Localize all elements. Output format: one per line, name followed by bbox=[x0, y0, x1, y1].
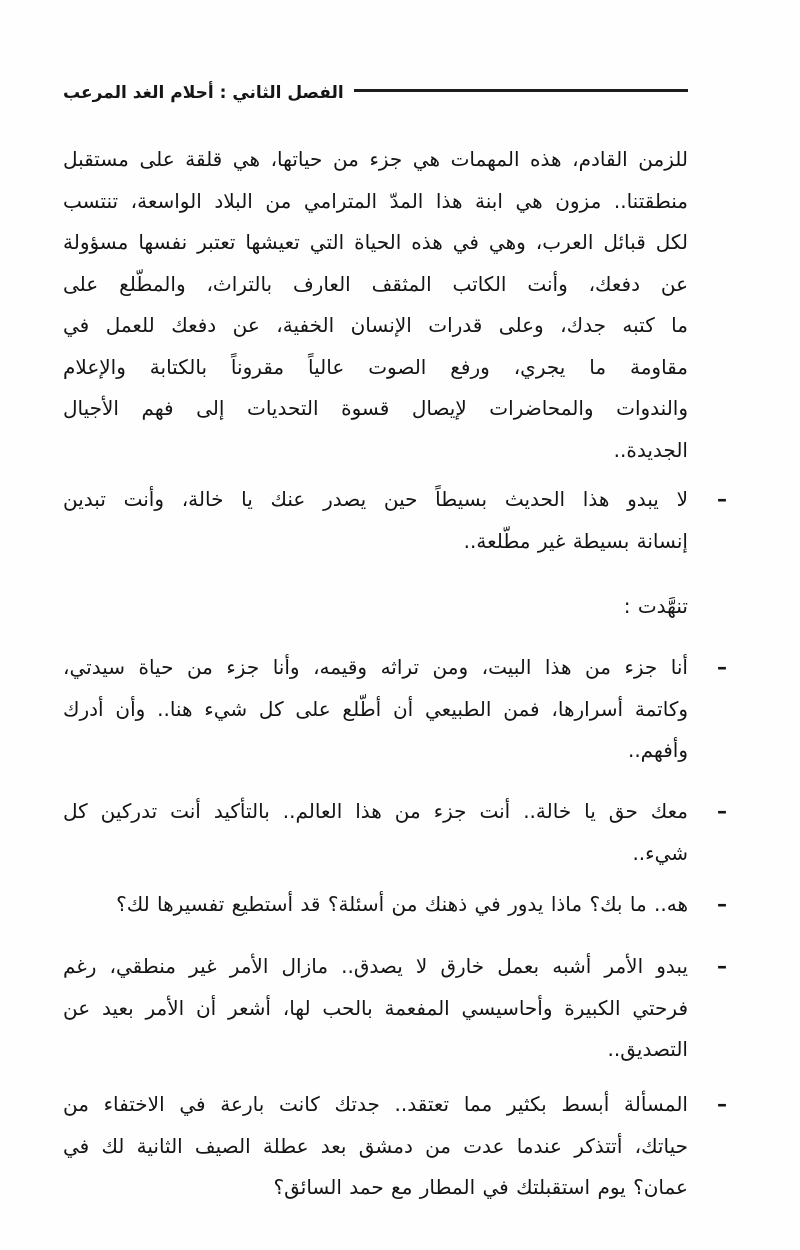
text-line: عمان؟ يوم استقبلتك في المطار مع حمد السائق؟ bbox=[273, 1175, 688, 1199]
dialogue-block bbox=[63, 1084, 726, 1209]
text-line: عن دفعك، وأنت الكاتب المثقف العارف بالتراث، والمطّلع على bbox=[63, 271, 688, 296]
narration-block bbox=[63, 586, 688, 628]
paragraph-block bbox=[63, 139, 688, 471]
text-line: تنهَّدت : bbox=[623, 594, 688, 618]
text-line: والندوات والمحاضرات لإيصال قسوة التحديات إلى فهم الأجيال bbox=[63, 396, 688, 420]
text-line: مقاومة ما يجري، ورفع الصوت عالياً مقروناً بالكتابة والإعلام bbox=[63, 354, 688, 379]
text-line: لكل قبائل العرب، وهي في هذه الحياة التي تعيشها تعتبر نفسها مسؤولة bbox=[63, 230, 688, 254]
text-line: ما كتبه جدك، وعلى قدرات الإنسان الخفية، عن دفعك للعمل في bbox=[63, 313, 688, 337]
text-line: إنسانة بسيطة غير مطّلعة.. bbox=[463, 528, 688, 553]
text-line: حياتك، أتتذكر عندما عدت من دمشق بعد عطلة الصيف الثانية لك في bbox=[63, 1133, 688, 1158]
dialogue-block bbox=[63, 791, 726, 874]
dialogue-dash: – bbox=[717, 892, 726, 916]
text-line: فرحتي الكبيرة وأحاسيسي المفعمة بالحب لها، أشعر أن الأمر بعيد عن bbox=[63, 995, 688, 1020]
text-line: لا يبدو هذا الحديث بسيطاً حين يصدر عنك يا خالة، وأنت تبدين bbox=[63, 487, 688, 511]
text-line: وكاتمة أسرارها، فمن الطبيعي أن أطّلع على كل شيء هنا.. وأن أدرك bbox=[63, 696, 688, 721]
dialogue-block bbox=[63, 647, 726, 772]
chapter-header bbox=[63, 76, 688, 110]
dialogue-dash: – bbox=[717, 487, 726, 511]
dialogue-block bbox=[63, 946, 726, 1071]
dialogue-block bbox=[63, 884, 726, 926]
text-line: التصديق.. bbox=[607, 1037, 688, 1061]
chapter-title: الفصل الثاني : أحلام الغد المرعب bbox=[63, 83, 344, 103]
dialogue-dash: – bbox=[717, 655, 726, 679]
dialogue-dash: – bbox=[717, 954, 726, 978]
text-line: الجديدة.. bbox=[613, 437, 688, 462]
text-line: وأفهم.. bbox=[627, 738, 688, 762]
text-line: منطقتنا.. مزون هي ابنة هذا المدّ المترامي من البلاد الواسعة، تنتسب bbox=[63, 188, 688, 213]
dialogue-dash: – bbox=[717, 1092, 726, 1116]
text-line: شيء.. bbox=[632, 840, 688, 865]
text-line: أنا جزء من هذا البيت، ومن تراثه وقيمه، وأنا جزء من حياة سيدتي، bbox=[63, 655, 688, 679]
text-line: المسألة أبسط بكثير مما تعتقد.. جدتك كانت بارعة في الاختفاء من bbox=[63, 1092, 688, 1116]
dialogue-block bbox=[63, 479, 726, 562]
text-line: هه.. ما بك؟ ماذا يدور في ذهنك من أسئلة؟ قد أستطيع تفسيرها لك؟ bbox=[116, 892, 688, 916]
text-line: يبدو الأمر أشبه بعمل خارق لا يصدق.. مازال الأمر غير منطقي، رغم bbox=[63, 954, 688, 978]
chapter-rule-line bbox=[354, 89, 688, 92]
text-line: للزمن القادم، هذه المهمات هي جزء من حياتها، هي قلقة على مستقبل bbox=[63, 147, 688, 171]
text-line: معك حق يا خالة.. أنت جزء من هذا العالم.. بالتأكيد أنت تدركين كل bbox=[63, 799, 688, 823]
dialogue-dash: – bbox=[717, 799, 726, 823]
